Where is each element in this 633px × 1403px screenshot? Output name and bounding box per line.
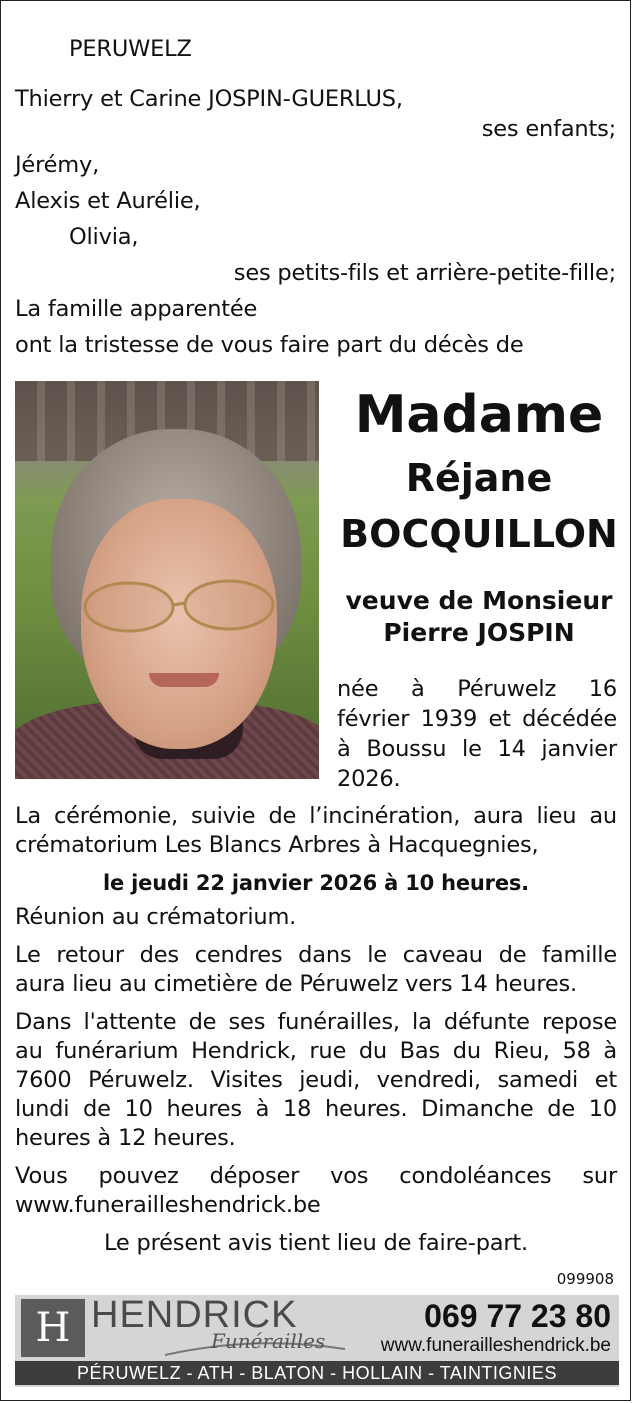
grandchildren-role: ses petits-fils et arrière-petite-fille; <box>233 260 616 286</box>
condolences-line: Vous pouvez déposer vos condoléances sur <box>15 1163 617 1189</box>
widow-line-1: veuve de Monsieur <box>345 586 613 615</box>
great-grandchild: Olivia, <box>69 224 139 250</box>
brand-name: HENDRICK <box>91 1294 298 1336</box>
ceremony-line-1: La cérémonie, suivie de l’incinération, aura lieu au <box>15 803 617 829</box>
deceased-first-name: Réjane <box>405 456 553 500</box>
funeral-home-banner <box>15 1295 619 1387</box>
announcement-line: ont la tristesse de vous faire part du décès de <box>15 332 524 358</box>
ashes-line-2: aura lieu au cimetière de Péruwelz vers 14 heures. <box>15 971 578 997</box>
birth-death-line: née à Péruwelz 16 <box>337 676 617 702</box>
ashes-line-1: Le retour des cendres dans le caveau de famille <box>15 942 617 968</box>
condolences-link[interactable]: www.funerailleshendrick.be <box>15 1192 321 1218</box>
reference-number: 099908 <box>556 1270 614 1288</box>
visitation-line: Dans l'attente de ses funérailles, la défunte repose <box>15 1009 617 1035</box>
ceremony-date: le jeudi 22 janvier 2026 à 10 heures. <box>103 871 529 895</box>
ceremony-line-2: crématorium Les Blancs Arbres à Hacquegnies, <box>15 832 539 858</box>
town-header: PERUWELZ <box>69 36 192 62</box>
visitation-line: 7600 Péruwelz. Visites jeudi, vendredi, samedi et <box>15 1067 617 1093</box>
children-names: Thierry et Carine JOSPIN-GUERLUS, <box>15 86 403 112</box>
portrait-photo <box>15 381 319 779</box>
visitation-line: lundi de 10 heures à 18 heures. Dimanche de 10 <box>15 1096 617 1122</box>
widow-line-2: Pierre JOSPIN <box>383 618 575 647</box>
ceremony-meeting: Réunion au crématorium. <box>15 904 297 930</box>
birth-death-line: 2026. <box>337 766 401 792</box>
phone-number[interactable]: 069 77 23 80 <box>424 1298 611 1334</box>
grandchild-1: Jérémy, <box>15 152 100 178</box>
birth-death-line: février 1939 et décédée <box>337 706 617 732</box>
grandchild-2: Alexis et Aurélie, <box>15 188 201 214</box>
children-role: ses enfants; <box>481 116 616 142</box>
closing-line: Le présent avis tient lieu de faire-part. <box>103 1230 528 1256</box>
birth-death-line: à Boussu le 14 janvier <box>337 736 617 762</box>
deceased-title: Madame <box>354 385 604 445</box>
funeral-home-logo: H <box>21 1299 85 1357</box>
locations-band: PÉRUWELZ - ATH - BLATON - HOLLAIN - TAINTIGNIES <box>15 1361 619 1385</box>
visitation-last-line: heures à 12 heures. <box>15 1125 236 1151</box>
website-link[interactable]: www.funerailleshendrick.be <box>380 1335 611 1356</box>
deceased-last-name: BOCQUILLON <box>340 512 618 556</box>
visitation-line: au funérarium Hendrick, rue du Bas du Rieu, 58 à <box>15 1038 617 1064</box>
extended-family: La famille apparentée <box>15 296 258 322</box>
brand-subtitle: Funérailles <box>211 1329 326 1353</box>
